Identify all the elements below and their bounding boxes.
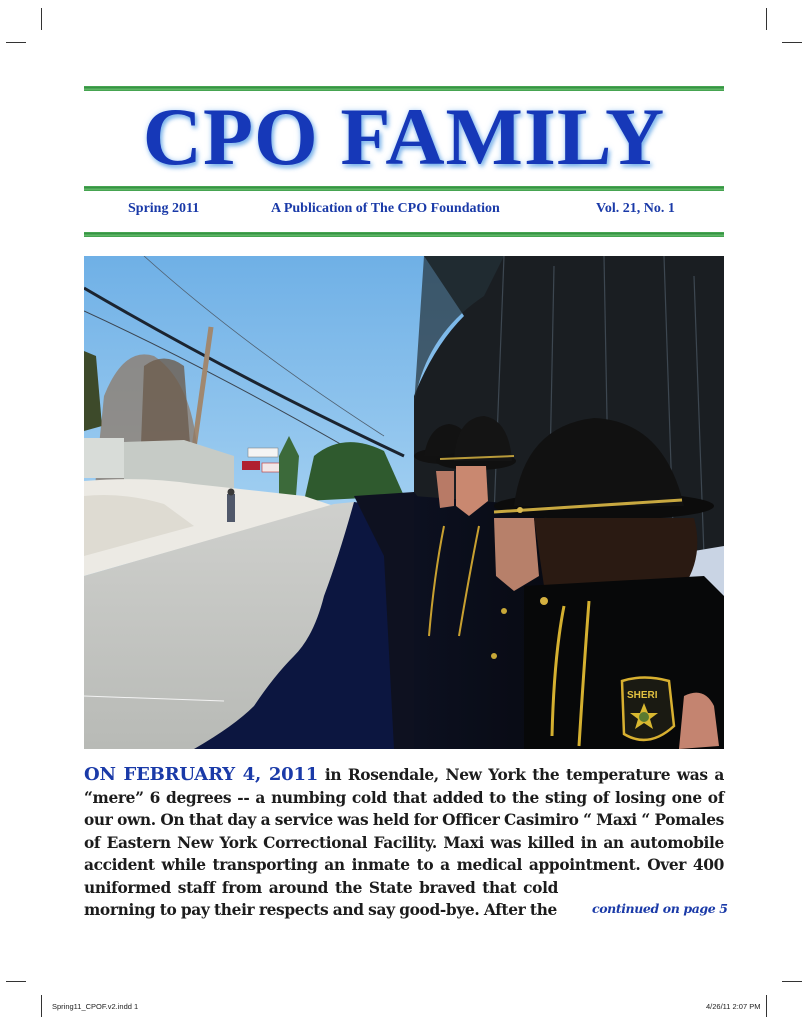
issue-date: Spring 2011	[128, 201, 200, 216]
svg-text:SHERI: SHERI	[627, 690, 658, 701]
masthead-rule-bottom	[84, 232, 724, 237]
article-line-6: uniformed staff from around the State braved that cold	[84, 878, 558, 897]
cover-photo	[84, 256, 724, 749]
article-line-4: of Eastern New York Correctional Facility. Maxi was killed in an automobile	[84, 833, 724, 852]
article-line-5: accident while transporting an inmate to a medical appointment. Over 400	[84, 856, 724, 874]
crop-mark	[766, 995, 767, 1017]
article-line-1: ON FEBRUARY 4, 2011 in Rosendale, New York the temperature was a	[84, 764, 724, 785]
slug-timestamp: 4/26/11 2:07 PM	[706, 1002, 761, 1011]
masthead-rule-middle	[84, 186, 724, 191]
crop-mark	[766, 8, 767, 30]
article-body	[84, 764, 724, 922]
crop-mark	[6, 42, 26, 43]
article-line-2: “mere” 6 degrees -- a numbing cold that added to the sting of losing one of	[84, 788, 724, 807]
article-line-7: morning to pay their respects and say good-bye. After the	[84, 901, 557, 919]
crop-mark	[782, 42, 802, 43]
article-lead: ON FEBRUARY 4, 2011	[84, 764, 319, 785]
publisher-line: A Publication of The CPO Foundation	[271, 201, 500, 216]
crop-mark	[41, 995, 42, 1017]
slug-filename: Spring11_CPOF.v2.indd 1	[52, 1002, 139, 1011]
masthead-title: CPO FAMILY	[142, 91, 666, 182]
crop-mark	[41, 8, 42, 30]
volume-number: Vol. 21, No. 1	[596, 201, 675, 216]
article-line-3: our own. On that day a service was held for Officer Casimiro “ Maxi “ Pomales	[84, 811, 724, 829]
crop-mark	[6, 981, 26, 982]
continued-link[interactable]: continued on page 5	[592, 901, 728, 916]
crop-mark	[782, 981, 802, 982]
